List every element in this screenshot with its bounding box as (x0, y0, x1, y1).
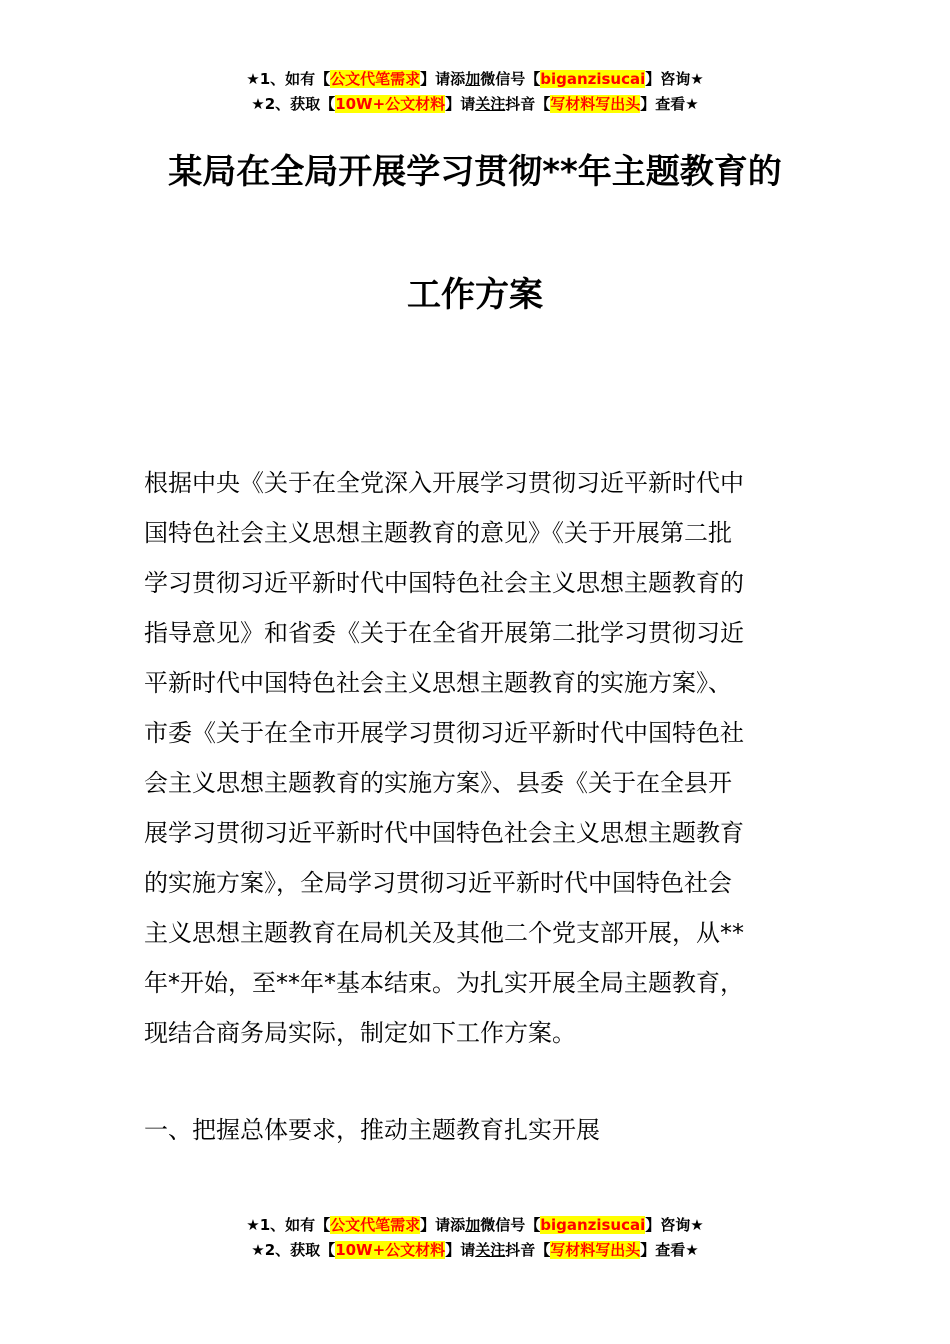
paragraph-line: 现结合商务局实际，制定如下工作方案。 (144, 1019, 576, 1047)
banner-text: 】查看★ (640, 95, 699, 113)
banner-highlight: 10W+公文材料 (335, 95, 446, 113)
paragraph-line: 根据中央《关于在全党深入开展学习贯彻习近平新时代中 (144, 469, 744, 497)
banner-text: 】咨询★ (645, 1216, 704, 1234)
banner-text: 】请添 (420, 70, 466, 88)
banner-highlight: biganzisucai (540, 1216, 646, 1234)
banner-text: 】查看★ (640, 1241, 699, 1259)
top-banner (0, 67, 950, 117)
paragraph-line: 会主义思想主题教育的实施方案》、县委《关于在全县开 (144, 769, 732, 797)
banner-underlined-text: 关注 (475, 1241, 506, 1259)
banner-text: 微信号【 (480, 70, 541, 88)
banner-highlight: biganzisucai (540, 70, 646, 88)
paragraph-line: 展学习贯彻习近平新时代中国特色社会主义思想主题教育 (144, 819, 744, 847)
banner-line-2 (0, 1238, 950, 1263)
banner-underlined-text: 加 (465, 1216, 481, 1234)
section-heading-1: 一、把握总体要求，推动主题教育扎实开展 (144, 1116, 600, 1144)
document-title-line-2: 工作方案 (407, 275, 543, 315)
banner-text: 】请添 (420, 1216, 466, 1234)
banner-text: ★2、获取【 (251, 1241, 336, 1259)
banner-text: 微信号【 (480, 1216, 541, 1234)
paragraph-line: 的实施方案》，全局学习贯彻习近平新时代中国特色社会 (144, 869, 732, 897)
banner-highlight: 公文代笔需求 (330, 70, 421, 88)
banner-line-1 (0, 1213, 950, 1238)
banner-highlight: 公文代笔需求 (330, 1216, 421, 1234)
banner-text: ★1、如有【 (246, 1216, 331, 1234)
banner-highlight: 写材料写出头 (550, 1241, 641, 1259)
banner-text: ★2、获取【 (251, 95, 336, 113)
paragraph-line: 主义思想主题教育在局机关及其他二个党支部开展，从** (144, 919, 744, 947)
banner-line-2 (0, 92, 950, 117)
banner-text: ★1、如有【 (246, 70, 331, 88)
banner-text: 】请 (445, 95, 476, 113)
banner-line-1 (0, 67, 950, 92)
paragraph-line: 国特色社会主义思想主题教育的意见》《关于开展第二批 (144, 519, 732, 547)
banner-text: 抖音【 (505, 1241, 551, 1259)
banner-highlight: 10W+公文材料 (335, 1241, 446, 1259)
banner-text: 抖音【 (505, 95, 551, 113)
paragraph-line: 指导意见》和省委《关于在全省开展第二批学习贯彻习近 (144, 619, 744, 647)
banner-text: 】请 (445, 1241, 476, 1259)
bottom-banner (0, 1213, 950, 1263)
banner-underlined-text: 关注 (475, 95, 506, 113)
banner-text: 】咨询★ (645, 70, 704, 88)
paragraph-line: 平新时代中国特色社会主义思想主题教育的实施方案》、 (144, 669, 732, 697)
paragraph-line: 学习贯彻习近平新时代中国特色社会主义思想主题教育的 (144, 569, 744, 597)
document-title-line-1: 某局在全局开展学习贯彻**年主题教育的 (168, 152, 782, 192)
banner-highlight: 写材料写出头 (550, 95, 641, 113)
paragraph-line: 年*开始，至**年*基本结束。为扎实开展全局主题教育， (144, 969, 744, 997)
banner-underlined-text: 加 (465, 70, 481, 88)
paragraph-line: 市委《关于在全市开展学习贯彻习近平新时代中国特色社 (144, 719, 744, 747)
body-paragraph (144, 458, 808, 1058)
